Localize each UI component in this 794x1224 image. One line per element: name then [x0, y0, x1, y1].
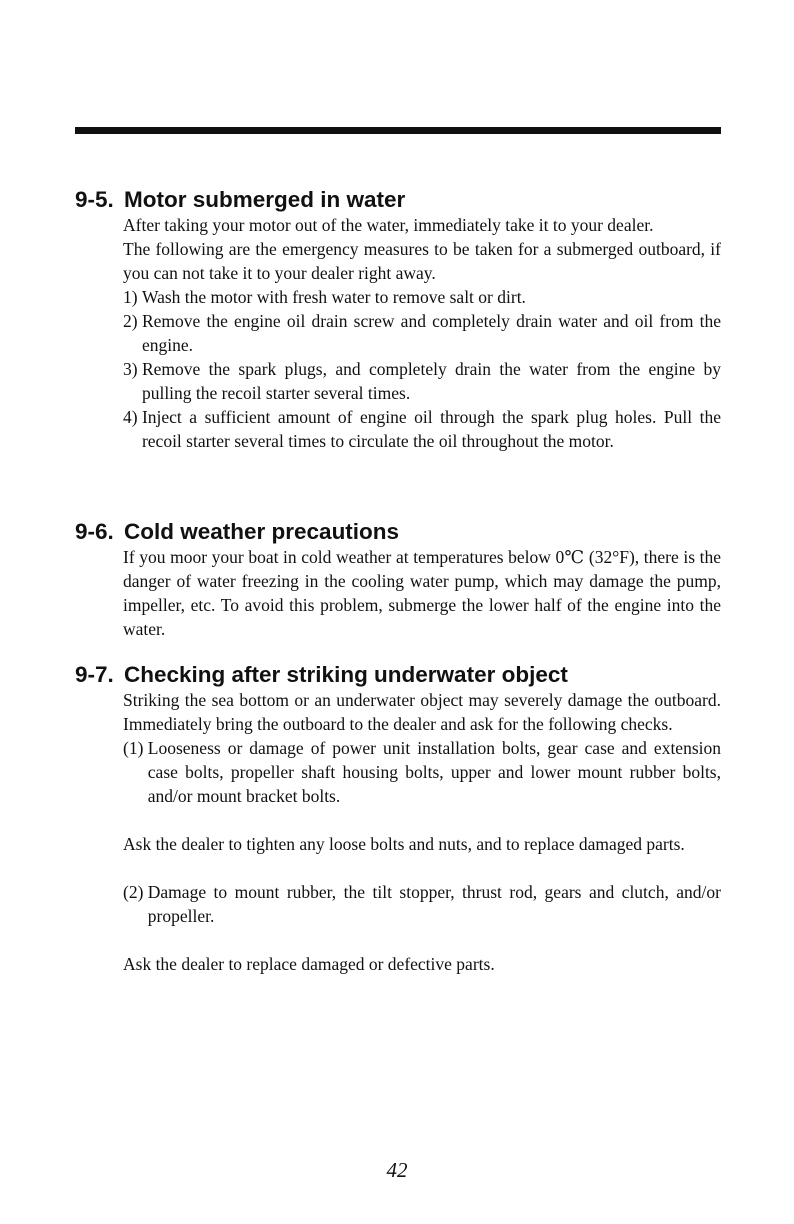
page-number: 42: [386, 1158, 408, 1182]
section-title: Cold weather precautions: [124, 519, 400, 544]
list-item: [123, 285, 721, 309]
list-text: Wash the motor with fresh water to remove salt or dirt.: [141, 287, 526, 307]
list-text: Damage to mount rubber, the tilt stopper, thrust rod, gears and clutch, and/or propeller.: [147, 882, 721, 926]
list-text: Remove the engine oil drain screw and completely drain water and oil from the engine.: [141, 311, 721, 355]
section-number: 9-6.: [75, 519, 114, 544]
section-title: Checking after striking underwater object: [124, 662, 568, 687]
paragraph: Striking the sea bottom or an underwater object may severely damage the outboard. Immediately bring the outboard to the dealer and ask for the following checks.: [123, 690, 721, 734]
list-marker: (1): [123, 738, 144, 758]
list-item: [123, 880, 721, 928]
top-rule: [75, 127, 721, 134]
section-number: 9-5.: [75, 187, 114, 212]
list-text: Inject a sufficient amount of engine oil through the spark plug holes. Pull the recoil starter several times to circulate the oil throughout the motor.: [141, 407, 721, 451]
section-title: Motor submerged in water: [124, 187, 406, 212]
section-heading: [75, 519, 721, 545]
section-motor-submerged: [75, 187, 721, 453]
item-note: Ask the dealer to replace damaged or defective parts.: [123, 954, 495, 974]
section-heading: [75, 187, 721, 213]
section-number: 9-7.: [75, 662, 114, 687]
paragraph: If you moor your boat in cold weather at temperatures below 0℃ (32°F), there is the danger of water freezing in the cooling water pump, which may damage the pump, impeller, etc. To avoid this problem, submerge the lower half of the engine into the water.: [123, 547, 721, 639]
paragraph: After taking your motor out of the water, immediately take it to your dealer.: [123, 215, 654, 235]
list-item: [123, 405, 721, 453]
list-item: [123, 357, 721, 405]
list-text: Looseness or damage of power unit installation bolts, gear case and extension case bolts, propeller shaft housing bolts, upper and lower mount rubber bolts, and/or mount bracket bolts.: [147, 738, 721, 806]
list-item: [123, 736, 721, 808]
list-marker: 3): [123, 359, 138, 379]
section-body: [123, 545, 721, 641]
section-heading: [75, 662, 721, 688]
section-body: [123, 688, 721, 976]
list-item: [123, 309, 721, 357]
section-cold-weather: [75, 519, 721, 641]
section-underwater-object: [75, 662, 721, 976]
item-note: Ask the dealer to tighten any loose bolts and nuts, and to replace damaged parts.: [123, 834, 685, 854]
list-marker: 2): [123, 311, 138, 331]
paragraph: The following are the emergency measures to be taken for a submerged outboard, if you can not take it to your dealer right away.: [123, 239, 721, 283]
list-marker: 4): [123, 407, 138, 427]
section-body: [123, 213, 721, 453]
list-text: Remove the spark plugs, and completely drain the water from the engine by pulling the recoil starter several times.: [141, 359, 721, 403]
list-marker: (2): [123, 882, 144, 902]
list-marker: 1): [123, 287, 138, 307]
